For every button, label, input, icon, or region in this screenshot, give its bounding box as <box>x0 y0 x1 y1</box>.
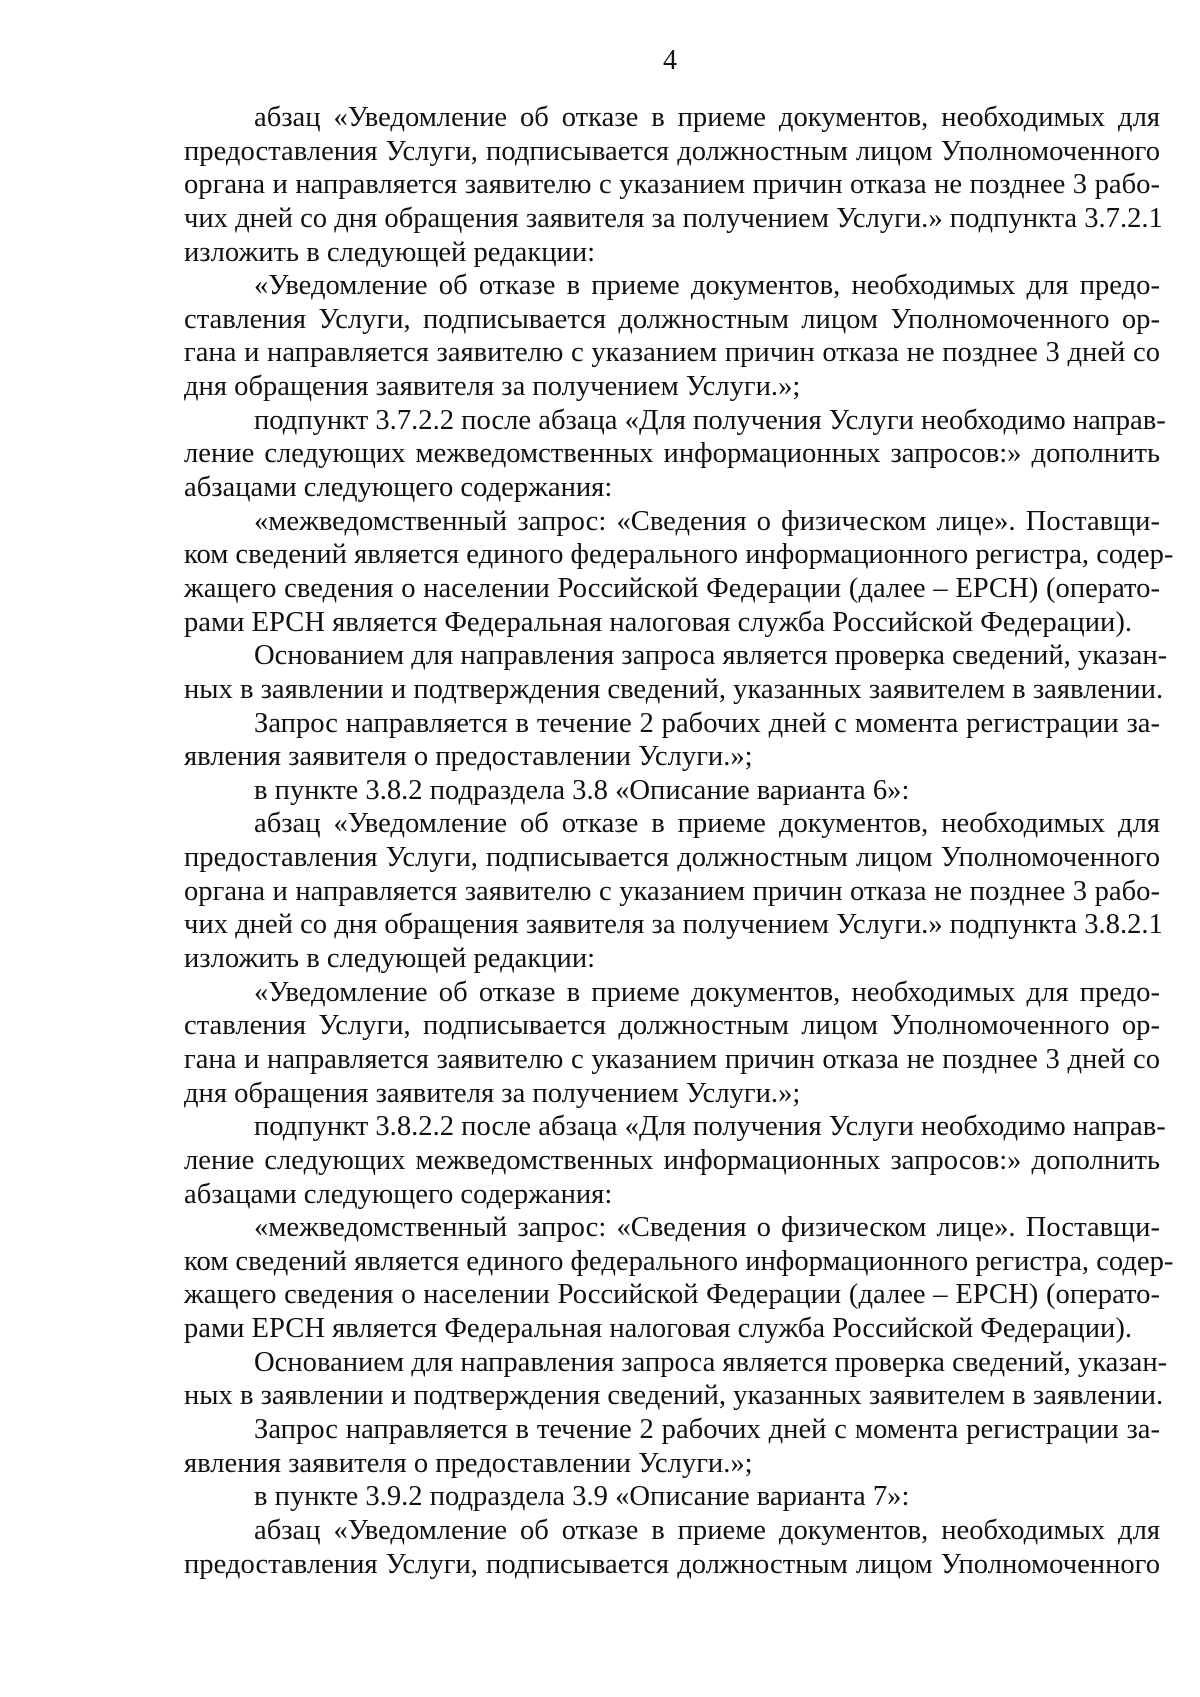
text-line: предоставления Услуги, подписывается должностным лицом Уполномоченного <box>184 842 1160 874</box>
text-line: рами ЕРСН является Федеральная налоговая служба Российской Федерации). <box>184 1313 1132 1345</box>
text-line: ком сведений является единого федерального информационного регистра, содер- <box>184 1245 1174 1277</box>
text-line: ление следующих межведомственных информационных запросов:» дополнить <box>184 438 1160 470</box>
text-line: в пункте 3.8.2 подраздела 3.8 «Описание варианта 6»: <box>254 774 910 806</box>
text-line: чих дней со дня обращения заявителя за получением Услуги.» подпункта 3.8.2.1 <box>184 909 1163 941</box>
text-line: чих дней со дня обращения заявителя за получением Услуги.» подпункта 3.7.2.1 <box>184 202 1163 234</box>
text-line: ных в заявлении и подтверждения сведений, указанных заявителем в заявлении. <box>184 673 1164 705</box>
text-line: гана и направляется заявителю с указанием причин отказа не позднее 3 дней со <box>184 1043 1160 1075</box>
text-line: явления заявителя о предоставлении Услуги.»; <box>184 1447 753 1479</box>
text-line: абзац «Уведомление об отказе в приеме документов, необходимых для <box>254 102 1160 133</box>
text-line: органа и направляется заявителю с указанием причин отказа не позднее 3 рабо- <box>184 169 1160 201</box>
text-line: «Уведомление об отказе в приеме документов, необходимых для предо- <box>254 976 1160 1008</box>
text-line: предоставления Услуги, подписывается должностным лицом Уполномоченного <box>184 1548 1160 1580</box>
text-line: предоставления Услуги, подписывается должностным лицом Уполномоченного <box>184 135 1160 167</box>
document-body <box>184 101 1174 1581</box>
text-line: абзац «Уведомление об отказе в приеме документов, необходимых для <box>254 808 1160 840</box>
text-line: ставления Услуги, подписывается должностным лицом Уполномоченного ор- <box>184 303 1160 335</box>
text-line: ставления Услуги, подписывается должностным лицом Уполномоченного ор- <box>184 1010 1160 1042</box>
page-number: 4 <box>663 45 677 76</box>
text-line: изложить в следующей редакции: <box>184 943 596 975</box>
text-line: ком сведений является единого федерального информационного регистра, содер- <box>184 539 1174 571</box>
text-line: дня обращения заявителя за получением Услуги.»; <box>184 371 801 403</box>
text-line: явления заявителя о предоставлении Услуги.»; <box>184 741 753 773</box>
text-line: «межведомственный запрос: «Сведения о физическом лице». Поставщи- <box>254 1212 1160 1244</box>
text-line: органа и направляется заявителю с указанием причин отказа не позднее 3 рабо- <box>184 875 1160 907</box>
text-line: Запрос направляется в течение 2 рабочих дней с момента регистрации за- <box>254 707 1160 739</box>
text-line: Основанием для направления запроса является проверка сведений, указан- <box>254 1346 1168 1378</box>
text-line: рами ЕРСН является Федеральная налоговая служба Российской Федерации). <box>184 606 1132 638</box>
text-line: абзацами следующего содержания: <box>184 1178 613 1210</box>
text-line: абзацами следующего содержания: <box>184 472 613 504</box>
text-line: Запрос направляется в течение 2 рабочих дней с момента регистрации за- <box>254 1413 1160 1445</box>
text-line: в пункте 3.9.2 подраздела 3.9 «Описание варианта 7»: <box>254 1481 910 1513</box>
text-line: абзац «Уведомление об отказе в приеме документов, необходимых для <box>254 1514 1160 1546</box>
text-line: изложить в следующей редакции: <box>184 236 596 268</box>
text-line: подпункт 3.7.2.2 после абзаца «Для получения Услуги необходимо направ- <box>254 404 1166 436</box>
text-line: гана и направляется заявителю с указанием причин отказа не позднее 3 дней со <box>184 337 1160 369</box>
text-line: Основанием для направления запроса является проверка сведений, указан- <box>254 640 1168 672</box>
text-line: дня обращения заявителя за получением Услуги.»; <box>184 1077 801 1109</box>
text-line: подпункт 3.8.2.2 после абзаца «Для получения Услуги необходимо направ- <box>254 1111 1166 1143</box>
text-line: «межведомственный запрос: «Сведения о физическом лице». Поставщи- <box>254 505 1160 537</box>
text-line: «Уведомление об отказе в приеме документов, необходимых для предо- <box>254 270 1160 302</box>
text-line: ных в заявлении и подтверждения сведений, указанных заявителем в заявлении. <box>184 1380 1164 1412</box>
text-line: ление следующих межведомственных информационных запросов:» дополнить <box>184 1144 1160 1176</box>
text-line: жащего сведения о населении Российской Федерации (далее – ЕРСН) (операто- <box>184 1279 1160 1311</box>
text-line: жащего сведения о населении Российской Федерации (далее – ЕРСН) (операто- <box>184 572 1160 604</box>
